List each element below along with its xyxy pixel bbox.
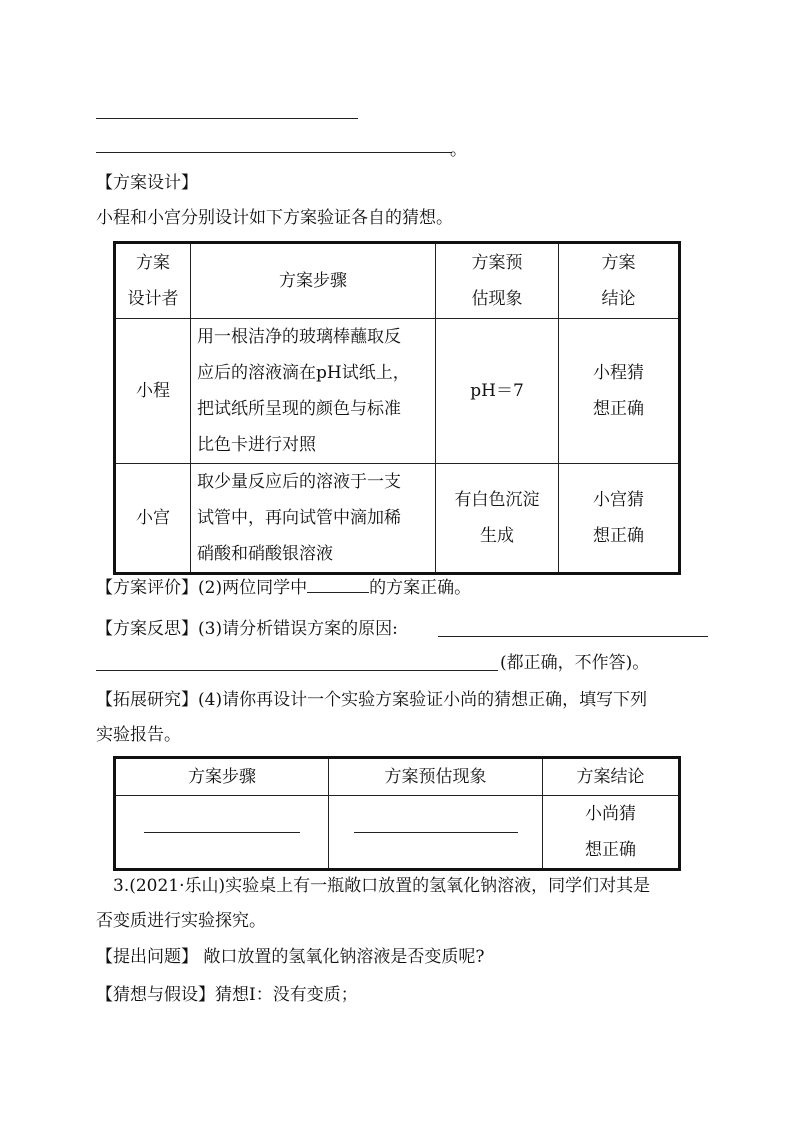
col-header-phenomenon: 方案预估现象 <box>329 758 543 796</box>
question-raise: 【提出问题】 敞口放置的氢氧化钠溶液是否变质呢? <box>96 947 485 967</box>
design-intro: 小程和小宫分别设计如下方案验证各自的猜想。 <box>96 208 453 228</box>
report-table <box>113 756 681 871</box>
steps-cell: 取少量反应后的溶液于一支 试管中，再向试管中滴加稀 硝酸和硝酸银溶液 <box>191 464 436 574</box>
conclusion-cell: 小宫猜 想正确 <box>559 464 680 574</box>
steps-cell: 用一根洁净的玻璃棒蘸取反 应后的溶液滴在pH试纸上， 把试纸所呈现的颜色与标准 比色卡进行对照 <box>191 319 436 464</box>
q3-prefix: 【方案反思】(3)请分析错误方案的原因: <box>96 619 398 639</box>
q2-answer-blank[interactable] <box>307 592 369 593</box>
design-heading: 【方案设计】 <box>96 173 198 193</box>
q2-line <box>96 576 471 600</box>
phenomenon-answer-blank[interactable] <box>354 832 518 833</box>
col-header-steps: 方案步骤 <box>191 243 436 319</box>
phenomenon-cell: 有白色沉淀 生成 <box>436 464 559 574</box>
q3-main-line-1: 3.(2021·乐山)实验桌上有一瓶敞口放置的氢氧化钠溶液，同学们对其是 <box>113 876 651 896</box>
answer-period: 。 <box>450 140 467 160</box>
steps-answer-blank[interactable] <box>144 832 300 833</box>
designer-cell: 小宫 <box>115 464 191 574</box>
table-row <box>115 319 680 464</box>
q3-answer-blank-2[interactable] <box>96 670 498 671</box>
q3-suffix: (都正确，不作答)。 <box>500 653 650 673</box>
q2-suffix: 的方案正确。 <box>369 578 472 598</box>
conclusion-cell: 小程猜 想正确 <box>559 319 680 464</box>
q3-answer-blank-1[interactable] <box>438 636 708 637</box>
phenomenon-cell: pH＝7 <box>436 319 559 464</box>
phenomenon-answer-cell[interactable] <box>329 796 543 870</box>
designer-cell: 小程 <box>115 319 191 464</box>
answer-blank-line-2[interactable] <box>96 152 452 153</box>
hypothesis: 【猜想与假设】猜想Ⅰ：没有变质； <box>96 985 358 1005</box>
col-header-designer: 方案 设计者 <box>115 243 191 319</box>
col-header-phenomenon: 方案预 估现象 <box>436 243 559 319</box>
q4-line-2: 实验报告。 <box>96 725 181 745</box>
q3-main-line-2: 否变质进行实验探究。 <box>96 911 266 931</box>
design-table <box>113 241 681 575</box>
q3-line-1 <box>96 617 398 641</box>
col-header-steps: 方案步骤 <box>115 758 329 796</box>
table-row <box>115 464 680 574</box>
q4-line-1: 【拓展研究】(4)请你再设计一个实验方案验证小尚的猜想正确，填写下列 <box>96 690 648 710</box>
col-header-conclusion: 方案 结论 <box>559 243 680 319</box>
answer-blank-line-1[interactable] <box>96 118 358 119</box>
conclusion-cell: 小尚猜 想正确 <box>543 796 680 870</box>
steps-answer-cell[interactable] <box>115 796 329 870</box>
col-header-conclusion: 方案结论 <box>543 758 680 796</box>
table-row <box>115 796 680 870</box>
q2-prefix: 【方案评价】(2)两位同学中 <box>96 578 308 598</box>
